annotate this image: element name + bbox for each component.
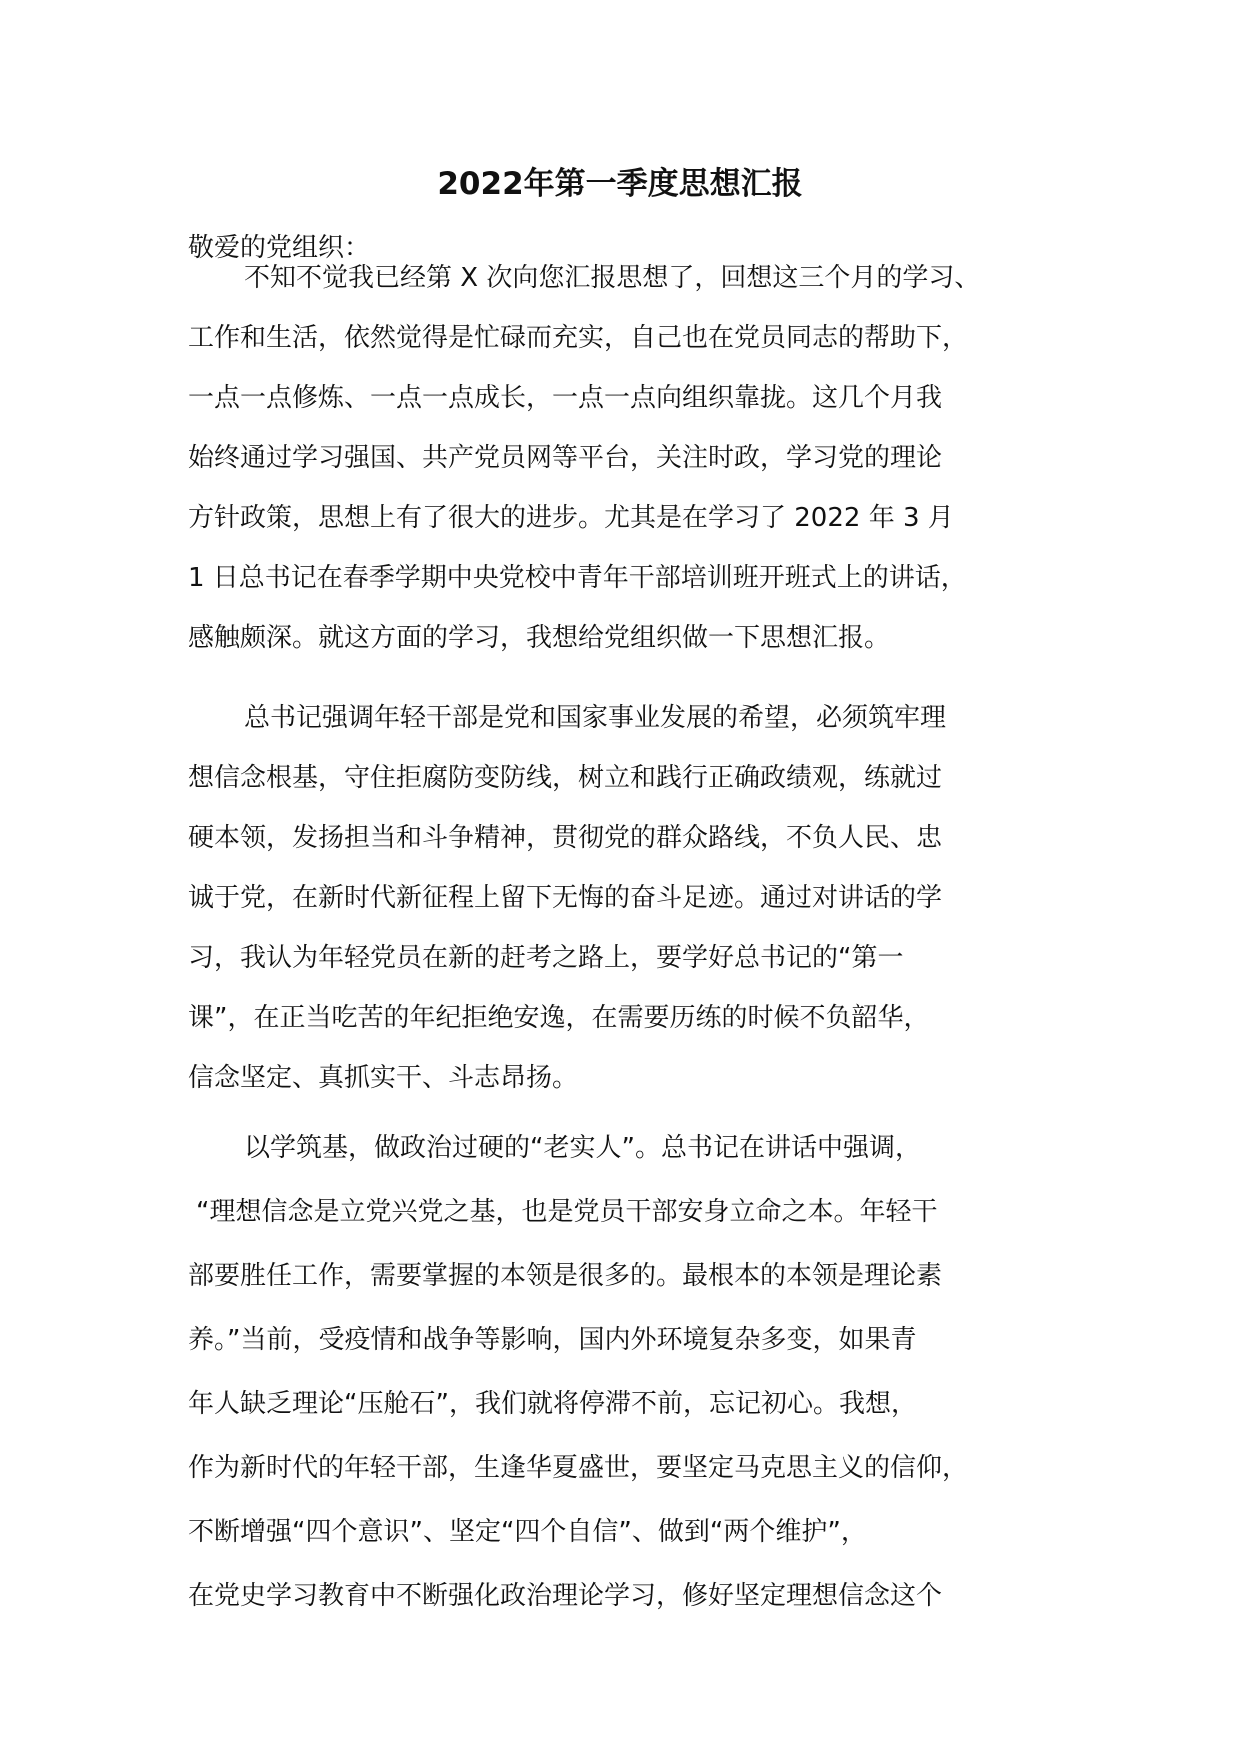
paragraph-line: 1 日总书记在春季学期中央党校中青年干部培训班开班式上的讲话， [188,563,967,593]
paragraph-line: 方针政策，思想上有了很大的进步。尤其是在学习了 2022 年 3 月 [188,503,954,533]
paragraph-line: 始终通过学习强国、共产党员网等平台，关注时政，学习党的理论 [188,443,943,473]
paragraph-line: 一点一点修炼、一点一点成长，一点一点向组织靠拢。这几个月我 [188,383,943,413]
paragraph-line: 信念坚定、真抓实干、斗志昂扬。 [188,1063,579,1093]
paragraph-2 [188,688,1088,1108]
paragraph-line: 年人缺乏理论“压舱石”，我们就将停滞不前，忘记初心。我想， [188,1389,917,1419]
paragraph-line: 想信念根基，守住拒腐防变防线，树立和践行正确政绩观，练就过 [188,763,943,793]
paragraph-line: 在党史学习教育中不断强化政治理论学习，修好坚定理想信念这个 [188,1581,943,1611]
paragraph-line: 以学筑基，做政治过硬的“老实人”。总书记在讲话中强调， [244,1133,921,1163]
paragraph-line: 工作和生活，依然觉得是忙碌而充实，自己也在党员同志的帮助下， [188,323,969,353]
paragraph-line: “理想信念是立党兴党之基，也是党员干部安身立命之本。年轻干 [196,1197,938,1227]
paragraph-line: 诚于党，在新时代新征程上留下无悔的奋斗足迹。通过对讲话的学 [188,883,943,913]
paragraph-line: 部要胜任工作，需要掌握的本领是很多的。最根本的本领是理论素 [188,1261,943,1291]
paragraph-line: 作为新时代的年轻干部，生逢华夏盛世，要坚定马克思主义的信仰， [188,1453,969,1483]
document-title: 2022年第一季度思想汇报 [437,166,803,202]
paragraph-line: 感触颇深。就这方面的学习，我想给党组织做一下思想汇报。 [188,623,891,653]
paragraph-line: 不断增强“四个意识”、坚定“四个自信”、做到“两个维护”， [188,1517,867,1547]
salutation: 敬爱的党组织： [188,233,371,263]
paragraph-line: 不知不觉我已经第 X 次向您汇报思想了，回想这三个月的学习、 [244,263,981,293]
paragraph-line: 养。”当前，受疫情和战争等影响，国内外环境复杂多变，如果青 [188,1325,917,1355]
paragraph-line: 课”，在正当吃苦的年纪拒绝安逸，在需要历练的时候不负韶华， [188,1003,930,1033]
paragraph-line: 习，我认为年轻党员在新的赶考之路上，要学好总书记的“第一 [188,943,904,973]
paragraph-line: 总书记强调年轻干部是党和国家事业发展的希望，必须筑牢理 [244,703,947,733]
paragraph-line: 硬本领，发扬担当和斗争精神，贯彻党的群众路线，不负人民、忠 [188,823,943,853]
paragraph-1 [188,248,1088,668]
paragraph-3 [188,1116,1088,1628]
